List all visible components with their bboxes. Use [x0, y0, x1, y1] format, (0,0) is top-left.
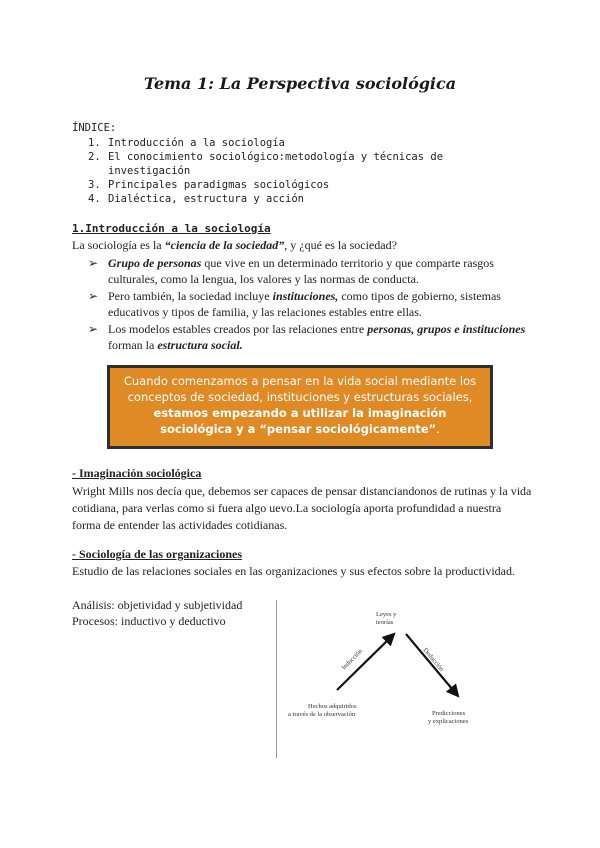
quote-text: Cuando comenzamos a pensar en la vida social mediante los conceptos de sociedad, instituciones y estructuras sociales,	[123, 374, 477, 404]
bullet-emphasis: estructura social.	[157, 338, 243, 352]
bullet-text: forman la	[108, 338, 158, 352]
section1-bullets	[88, 255, 528, 354]
section3-text: Estudio de las relaciones sociales en las organizaciones y sus efectos sobre la productividad.	[72, 564, 515, 578]
divider-line	[276, 600, 277, 758]
deduction-label: Deducción	[421, 646, 445, 673]
section3-processes: Procesos: inductivo y deductivo	[72, 614, 226, 628]
bullet-item	[88, 321, 528, 353]
index-text: Introducción a la sociología	[108, 137, 286, 149]
bullet-text: que vive en un determinado territorio y que comparte rasgos culturales, como la lengua, los valores y las normas de conducta.	[108, 256, 494, 286]
index-item	[88, 178, 498, 192]
bullet-text: Los modelos estables creados por las relaciones entre	[108, 322, 368, 336]
index-text: El conocimiento sociológico:metodología y técnicas de investigación	[108, 151, 444, 177]
diagram-top-label: Leyes y	[376, 611, 397, 618]
induction-deduction-diagram	[280, 600, 510, 730]
bullet-emphasis: personas, grupos e instituciones	[367, 322, 526, 336]
section3-heading: - Sociología de las organizaciones	[72, 547, 242, 561]
deduction-arrow	[406, 634, 458, 696]
arrow-bullet-icon: ➢	[88, 256, 99, 270]
bullet-item	[88, 288, 528, 320]
diagram-bottom-right: y explicaciones	[428, 718, 469, 725]
diagram-bottom-right: Predicciones	[432, 710, 466, 717]
quote-box	[107, 365, 493, 449]
section3-analysis: Análisis: objetividad y subjetividad	[72, 598, 243, 612]
intro-emphasis: “ciencia de la sociedad”	[164, 238, 285, 252]
bullet-emphasis: instituciones,	[272, 289, 339, 303]
index-item	[88, 150, 498, 178]
bullet-text: como tipos de gobierno, sistemas educativos y tipos de familia, y las relaciones estables entre ellas.	[108, 289, 501, 319]
index-number: 4.	[88, 193, 101, 205]
diagram-bottom-left: Hechos adquiridos	[308, 703, 357, 710]
intro-text: La sociología es la	[72, 238, 165, 252]
intro-text-end: , y ¿qué es la sociedad?	[284, 238, 397, 252]
section1-heading: 1.Introducción a la sociología	[72, 222, 271, 235]
bullet-item	[88, 255, 528, 287]
diagram-bottom-left: a través de la observación	[288, 711, 356, 718]
quote-bold-text: estamos empezando a utilizar la imaginación sociológica y a “pensar sociológicamente”	[153, 406, 447, 436]
section1-intro	[72, 237, 532, 254]
section2-heading: - Imaginación sociológica	[72, 466, 202, 480]
arrow-bullet-icon: ➢	[88, 322, 99, 336]
index-item	[88, 136, 498, 150]
quote-end: .	[436, 422, 440, 436]
index-item	[88, 192, 498, 206]
bullet-emphasis: Grupo de personas	[108, 256, 202, 270]
section2-text: Wright Mills nos decía que, debemos ser capaces de pensar distanciandonos de rutinas y la vida cotidiana, para verlas como si fuera algo uevo.La sociología aporta profundidad a nuestra forma de entender las actividades cotidianas.	[72, 484, 532, 532]
index-number: 3.	[88, 179, 101, 191]
page-title: Tema 1: La Perspectiva sociológica	[143, 74, 457, 93]
induction-label: Inducción	[340, 648, 364, 672]
index-text: Dialéctica, estructura y acción	[108, 193, 304, 205]
arrow-bullet-icon: ➢	[88, 289, 99, 303]
index-text: Principales paradigmas sociológicos	[108, 179, 330, 191]
index-list	[88, 136, 498, 206]
index-number: 2.	[88, 151, 101, 163]
bullet-text: Pero también, la sociedad incluye	[108, 289, 273, 303]
index-label: ÍNDICE:	[72, 122, 117, 134]
index-number: 1.	[88, 137, 101, 149]
diagram-top-label: teorías	[376, 619, 394, 626]
